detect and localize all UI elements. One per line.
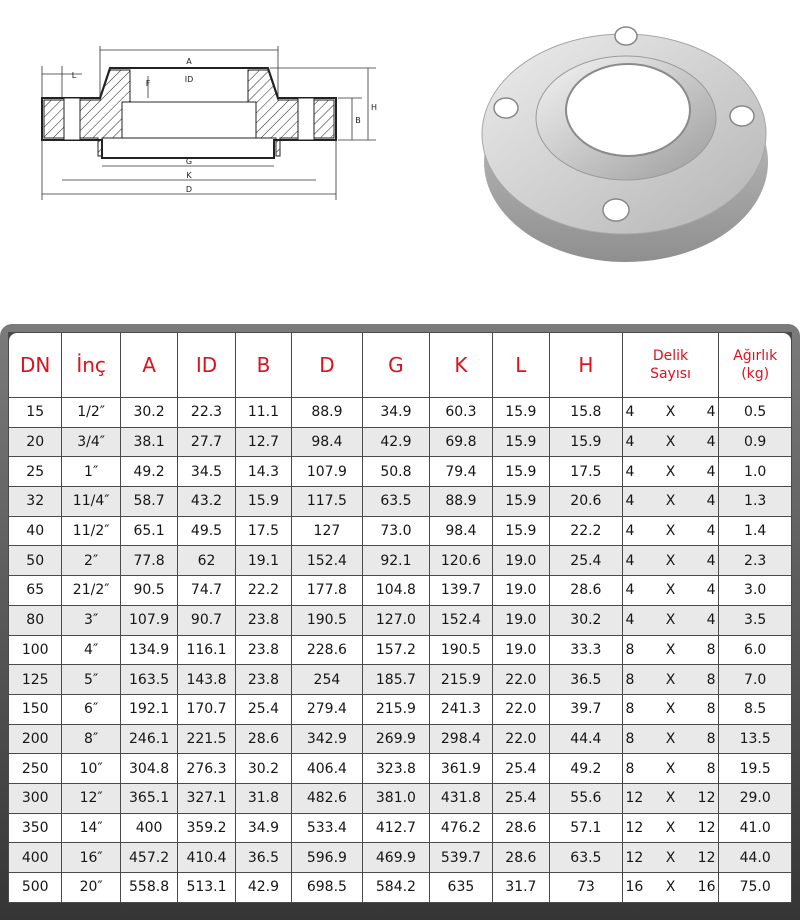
cell-holes-b: 8 xyxy=(706,641,716,658)
cell-k: 152.4 xyxy=(430,606,491,635)
cell-h: 49.2 xyxy=(550,754,622,783)
cell-g: 73.0 xyxy=(363,517,430,546)
cell-g: 34.9 xyxy=(363,398,430,427)
cell-g: 63.5 xyxy=(363,487,430,516)
cell-holes-a: 4 xyxy=(625,463,635,480)
cell-weight: 2.3 xyxy=(719,546,791,575)
cell-id: 34.5 xyxy=(178,457,234,486)
cell-weight: 7.0 xyxy=(719,665,791,694)
cell-inc: 12″ xyxy=(62,784,119,813)
dim-label-g: G xyxy=(185,157,193,166)
cell-h: 15.8 xyxy=(550,398,622,427)
cell-a: 30.2 xyxy=(121,398,177,427)
table-row xyxy=(9,398,791,427)
cell-b: 25.4 xyxy=(236,695,291,724)
cell-id: 62 xyxy=(178,546,234,575)
cell-holes-b: 12 xyxy=(697,790,716,807)
cell-d: 279.4 xyxy=(292,695,362,724)
cell-b: 30.2 xyxy=(236,754,291,783)
cell-inc: 1″ xyxy=(62,457,119,486)
cell-d: 190.5 xyxy=(292,606,362,635)
cell-holes-a: 4 xyxy=(625,493,635,510)
cell-holes-x: X xyxy=(665,879,676,896)
dimension-table xyxy=(8,332,792,903)
cell-holes-a: 4 xyxy=(625,582,635,599)
cell-b: 31.8 xyxy=(236,784,291,813)
cell-weight: 75.0 xyxy=(719,873,791,902)
cell-b: 23.8 xyxy=(236,606,291,635)
cell-k: 60.3 xyxy=(430,398,491,427)
cell-b: 14.3 xyxy=(236,457,291,486)
cell-l: 28.6 xyxy=(493,814,549,843)
table-row xyxy=(9,606,791,635)
cell-l: 19.0 xyxy=(493,636,549,665)
cell-d: 533.4 xyxy=(292,814,362,843)
cell-id: 116.1 xyxy=(178,636,234,665)
cell-h: 17.5 xyxy=(550,457,622,486)
cell-g: 381.0 xyxy=(363,784,430,813)
cell-b: 12.7 xyxy=(236,428,291,457)
cell-id: 90.7 xyxy=(178,606,234,635)
cell-b: 15.9 xyxy=(236,487,291,516)
cell-hole-count xyxy=(623,695,719,724)
cell-b: 17.5 xyxy=(236,517,291,546)
cell-holes-x: X xyxy=(665,760,676,777)
cell-holes-a: 8 xyxy=(625,760,635,777)
cell-d: 596.9 xyxy=(292,843,362,872)
cell-k: 635 xyxy=(430,873,491,902)
cell-a: 246.1 xyxy=(121,725,177,754)
cell-d: 177.8 xyxy=(292,576,362,605)
table-row xyxy=(9,873,791,902)
cell-k: 361.9 xyxy=(430,754,491,783)
cell-hole-count xyxy=(623,576,719,605)
cell-k: 298.4 xyxy=(430,725,491,754)
cell-a: 134.9 xyxy=(121,636,177,665)
cell-a: 192.1 xyxy=(121,695,177,724)
cell-l: 22.0 xyxy=(493,695,549,724)
cell-g: 92.1 xyxy=(363,546,430,575)
cell-holes-b: 8 xyxy=(706,730,716,747)
cell-holes-b: 12 xyxy=(697,819,716,836)
cell-l: 22.0 xyxy=(493,725,549,754)
cell-holes-b: 4 xyxy=(706,523,716,540)
cell-weight: 0.9 xyxy=(719,428,791,457)
table-row xyxy=(9,754,791,783)
cell-id: 143.8 xyxy=(178,665,234,694)
cell-weight: 1.0 xyxy=(719,457,791,486)
cell-hole-count xyxy=(623,784,719,813)
table-row xyxy=(9,843,791,872)
cell-dn: 300 xyxy=(9,784,61,813)
cell-d: 406.4 xyxy=(292,754,362,783)
cell-holes-a: 4 xyxy=(625,434,635,451)
cell-holes-x: X xyxy=(665,463,676,480)
cell-h: 44.4 xyxy=(550,725,622,754)
cell-inc: 20″ xyxy=(62,873,119,902)
cell-g: 127.0 xyxy=(363,606,430,635)
cell-holes-b: 4 xyxy=(706,434,716,451)
cell-k: 139.7 xyxy=(430,576,491,605)
cell-holes-x: X xyxy=(665,819,676,836)
cell-b: 23.8 xyxy=(236,665,291,694)
cell-holes-a: 4 xyxy=(625,552,635,569)
cell-weight: 41.0 xyxy=(719,814,791,843)
cell-k: 476.2 xyxy=(430,814,491,843)
cell-k: 79.4 xyxy=(430,457,491,486)
cell-g: 185.7 xyxy=(363,665,430,694)
cell-holes-b: 8 xyxy=(706,701,716,718)
cell-l: 22.0 xyxy=(493,665,549,694)
table-row xyxy=(9,636,791,665)
table-header-row xyxy=(9,333,791,397)
cell-dn: 125 xyxy=(9,665,61,694)
cell-holes-a: 8 xyxy=(625,701,635,718)
table-row xyxy=(9,576,791,605)
cell-holes-a: 16 xyxy=(625,879,644,896)
cell-b: 11.1 xyxy=(236,398,291,427)
cell-d: 98.4 xyxy=(292,428,362,457)
cell-hole-count xyxy=(623,398,719,427)
cell-b: 36.5 xyxy=(236,843,291,872)
cell-id: 513.1 xyxy=(178,873,234,902)
dim-label-k: K xyxy=(186,171,192,180)
cell-h: 20.6 xyxy=(550,487,622,516)
cell-h: 25.4 xyxy=(550,546,622,575)
cell-a: 38.1 xyxy=(121,428,177,457)
table-row xyxy=(9,695,791,724)
cell-inc: 14″ xyxy=(62,814,119,843)
header-dn: DN xyxy=(9,333,61,397)
cell-inc: 10″ xyxy=(62,754,119,783)
flange-cross-section-drawing xyxy=(22,40,400,260)
flange-photo xyxy=(466,24,782,264)
cell-holes-b: 4 xyxy=(706,612,716,629)
cell-g: 42.9 xyxy=(363,428,430,457)
header-inc: İnç xyxy=(62,333,119,397)
header-id: ID xyxy=(178,333,234,397)
cell-b: 42.9 xyxy=(236,873,291,902)
cell-weight: 8.5 xyxy=(719,695,791,724)
header-h: H xyxy=(550,333,622,397)
cell-weight: 1.3 xyxy=(719,487,791,516)
cell-id: 74.7 xyxy=(178,576,234,605)
cell-h: 63.5 xyxy=(550,843,622,872)
cell-g: 50.8 xyxy=(363,457,430,486)
cell-weight: 6.0 xyxy=(719,636,791,665)
cell-holes-a: 12 xyxy=(625,790,644,807)
cell-a: 558.8 xyxy=(121,873,177,902)
cell-holes-x: X xyxy=(665,730,676,747)
table-row xyxy=(9,665,791,694)
cell-inc: 21/2″ xyxy=(62,576,119,605)
cell-b: 23.8 xyxy=(236,636,291,665)
cell-inc: 1/2″ xyxy=(62,398,119,427)
cell-inc: 4″ xyxy=(62,636,119,665)
cell-k: 190.5 xyxy=(430,636,491,665)
table-row xyxy=(9,487,791,516)
cell-holes-a: 8 xyxy=(625,730,635,747)
cell-k: 120.6 xyxy=(430,546,491,575)
dim-label-a: A xyxy=(186,57,192,66)
cell-hole-count xyxy=(623,843,719,872)
flange-dimension-table xyxy=(0,324,800,920)
cell-holes-b: 4 xyxy=(706,404,716,421)
cell-inc: 8″ xyxy=(62,725,119,754)
cell-d: 482.6 xyxy=(292,784,362,813)
cell-dn: 350 xyxy=(9,814,61,843)
cell-g: 269.9 xyxy=(363,725,430,754)
cell-g: 157.2 xyxy=(363,636,430,665)
cell-h: 30.2 xyxy=(550,606,622,635)
cell-a: 49.2 xyxy=(121,457,177,486)
table-row xyxy=(9,428,791,457)
cell-dn: 15 xyxy=(9,398,61,427)
cell-holes-x: X xyxy=(665,671,676,688)
cell-a: 457.2 xyxy=(121,843,177,872)
cell-b: 28.6 xyxy=(236,725,291,754)
cell-holes-b: 8 xyxy=(706,671,716,688)
cell-id: 327.1 xyxy=(178,784,234,813)
header-b: B xyxy=(236,333,291,397)
cell-weight: 3.5 xyxy=(719,606,791,635)
cell-d: 152.4 xyxy=(292,546,362,575)
cell-a: 304.8 xyxy=(121,754,177,783)
cell-holes-x: X xyxy=(665,612,676,629)
cell-dn: 40 xyxy=(9,517,61,546)
cell-weight: 1.4 xyxy=(719,517,791,546)
cell-inc: 2″ xyxy=(62,546,119,575)
cell-holes-x: X xyxy=(665,790,676,807)
cell-l: 19.0 xyxy=(493,576,549,605)
cell-b: 19.1 xyxy=(236,546,291,575)
cell-hole-count xyxy=(623,546,719,575)
table-row xyxy=(9,457,791,486)
cell-h: 36.5 xyxy=(550,665,622,694)
cell-d: 228.6 xyxy=(292,636,362,665)
cell-holes-b: 16 xyxy=(697,879,716,896)
cell-id: 22.3 xyxy=(178,398,234,427)
header-l: L xyxy=(493,333,549,397)
cell-d: 107.9 xyxy=(292,457,362,486)
cell-hole-count xyxy=(623,873,719,902)
cell-dn: 100 xyxy=(9,636,61,665)
cell-holes-x: X xyxy=(665,434,676,451)
cell-l: 25.4 xyxy=(493,754,549,783)
table-row xyxy=(9,784,791,813)
cell-weight: 29.0 xyxy=(719,784,791,813)
cell-h: 55.6 xyxy=(550,784,622,813)
cell-weight: 0.5 xyxy=(719,398,791,427)
cell-holes-x: X xyxy=(665,404,676,421)
cell-d: 127 xyxy=(292,517,362,546)
cell-a: 77.8 xyxy=(121,546,177,575)
cell-dn: 20 xyxy=(9,428,61,457)
dim-label-f: F xyxy=(145,79,151,88)
cell-dn: 25 xyxy=(9,457,61,486)
cell-holes-x: X xyxy=(665,523,676,540)
cell-h: 33.3 xyxy=(550,636,622,665)
cell-a: 65.1 xyxy=(121,517,177,546)
cell-a: 365.1 xyxy=(121,784,177,813)
header-weight: Ağırlık (kg) xyxy=(719,333,791,397)
cell-k: 539.7 xyxy=(430,843,491,872)
table-row xyxy=(9,725,791,754)
cell-g: 412.7 xyxy=(363,814,430,843)
cell-b: 34.9 xyxy=(236,814,291,843)
cell-holes-a: 12 xyxy=(625,849,644,866)
cell-holes-a: 4 xyxy=(625,612,635,629)
dim-label-l: L xyxy=(71,71,77,80)
cell-dn: 500 xyxy=(9,873,61,902)
cell-l: 15.9 xyxy=(493,487,549,516)
cell-h: 39.7 xyxy=(550,695,622,724)
cell-id: 410.4 xyxy=(178,843,234,872)
table-body xyxy=(9,398,791,902)
cell-hole-count xyxy=(623,606,719,635)
cell-l: 15.9 xyxy=(493,517,549,546)
cell-d: 117.5 xyxy=(292,487,362,516)
cell-weight: 19.5 xyxy=(719,754,791,783)
cell-hole-count xyxy=(623,754,719,783)
cell-weight: 3.0 xyxy=(719,576,791,605)
cell-inc: 3″ xyxy=(62,606,119,635)
cell-l: 28.6 xyxy=(493,843,549,872)
cell-id: 27.7 xyxy=(178,428,234,457)
dim-label-b: B xyxy=(355,116,361,125)
header-hole-count: Delik Sayısı xyxy=(623,333,719,397)
cell-dn: 32 xyxy=(9,487,61,516)
header-d: D xyxy=(292,333,362,397)
cell-inc: 5″ xyxy=(62,665,119,694)
cell-inc: 6″ xyxy=(62,695,119,724)
cell-d: 88.9 xyxy=(292,398,362,427)
cell-k: 215.9 xyxy=(430,665,491,694)
cell-a: 107.9 xyxy=(121,606,177,635)
cell-id: 43.2 xyxy=(178,487,234,516)
cell-d: 698.5 xyxy=(292,873,362,902)
cell-b: 22.2 xyxy=(236,576,291,605)
cell-holes-x: X xyxy=(665,582,676,599)
cell-k: 98.4 xyxy=(430,517,491,546)
cell-a: 90.5 xyxy=(121,576,177,605)
cell-holes-a: 12 xyxy=(625,819,644,836)
cell-id: 49.5 xyxy=(178,517,234,546)
table-row xyxy=(9,546,791,575)
cell-d: 254 xyxy=(292,665,362,694)
header-a: A xyxy=(121,333,177,397)
header-k: K xyxy=(430,333,491,397)
cell-hole-count xyxy=(623,665,719,694)
cell-a: 400 xyxy=(121,814,177,843)
table-row xyxy=(9,814,791,843)
header-g: G xyxy=(363,333,430,397)
cell-hole-count xyxy=(623,428,719,457)
table-row xyxy=(9,517,791,546)
cell-holes-x: X xyxy=(665,701,676,718)
cell-h: 22.2 xyxy=(550,517,622,546)
cell-l: 15.9 xyxy=(493,428,549,457)
cell-id: 170.7 xyxy=(178,695,234,724)
cell-id: 221.5 xyxy=(178,725,234,754)
dim-label-id: ID xyxy=(184,75,194,84)
cell-holes-b: 8 xyxy=(706,760,716,777)
cell-dn: 250 xyxy=(9,754,61,783)
cell-holes-x: X xyxy=(665,493,676,510)
cell-dn: 400 xyxy=(9,843,61,872)
cell-h: 57.1 xyxy=(550,814,622,843)
cell-l: 15.9 xyxy=(493,398,549,427)
cell-d: 342.9 xyxy=(292,725,362,754)
dim-label-d: D xyxy=(185,185,193,194)
cell-k: 241.3 xyxy=(430,695,491,724)
cell-dn: 150 xyxy=(9,695,61,724)
cell-weight: 13.5 xyxy=(719,725,791,754)
cell-l: 15.9 xyxy=(493,457,549,486)
cell-holes-b: 4 xyxy=(706,493,716,510)
cell-a: 163.5 xyxy=(121,665,177,694)
cell-k: 69.8 xyxy=(430,428,491,457)
cell-holes-b: 4 xyxy=(706,463,716,480)
cell-id: 359.2 xyxy=(178,814,234,843)
cell-holes-a: 8 xyxy=(625,641,635,658)
cell-g: 323.8 xyxy=(363,754,430,783)
cell-g: 584.2 xyxy=(363,873,430,902)
cell-holes-b: 4 xyxy=(706,582,716,599)
cell-dn: 200 xyxy=(9,725,61,754)
cell-h: 73 xyxy=(550,873,622,902)
cell-holes-a: 4 xyxy=(625,404,635,421)
cell-g: 104.8 xyxy=(363,576,430,605)
cell-dn: 80 xyxy=(9,606,61,635)
cell-h: 15.9 xyxy=(550,428,622,457)
cell-hole-count xyxy=(623,725,719,754)
cell-id: 276.3 xyxy=(178,754,234,783)
cell-holes-b: 12 xyxy=(697,849,716,866)
cell-hole-count xyxy=(623,457,719,486)
cell-holes-x: X xyxy=(665,849,676,866)
cell-dn: 50 xyxy=(9,546,61,575)
cell-l: 19.0 xyxy=(493,546,549,575)
cell-holes-x: X xyxy=(665,641,676,658)
cell-g: 215.9 xyxy=(363,695,430,724)
cell-g: 469.9 xyxy=(363,843,430,872)
cell-hole-count xyxy=(623,636,719,665)
cell-holes-b: 4 xyxy=(706,552,716,569)
cell-inc: 11/4″ xyxy=(62,487,119,516)
cell-inc: 3/4″ xyxy=(62,428,119,457)
cell-hole-count xyxy=(623,517,719,546)
cell-holes-x: X xyxy=(665,552,676,569)
cell-h: 28.6 xyxy=(550,576,622,605)
cell-inc: 11/2″ xyxy=(62,517,119,546)
cell-k: 88.9 xyxy=(430,487,491,516)
cell-a: 58.7 xyxy=(121,487,177,516)
cell-l: 31.7 xyxy=(493,873,549,902)
cell-hole-count xyxy=(623,487,719,516)
cell-weight: 44.0 xyxy=(719,843,791,872)
cell-inc: 16″ xyxy=(62,843,119,872)
cell-dn: 65 xyxy=(9,576,61,605)
cell-l: 25.4 xyxy=(493,784,549,813)
cell-holes-a: 4 xyxy=(625,523,635,540)
cell-l: 19.0 xyxy=(493,606,549,635)
cell-k: 431.8 xyxy=(430,784,491,813)
cell-hole-count xyxy=(623,814,719,843)
cell-holes-a: 8 xyxy=(625,671,635,688)
dim-label-h: H xyxy=(370,103,378,112)
